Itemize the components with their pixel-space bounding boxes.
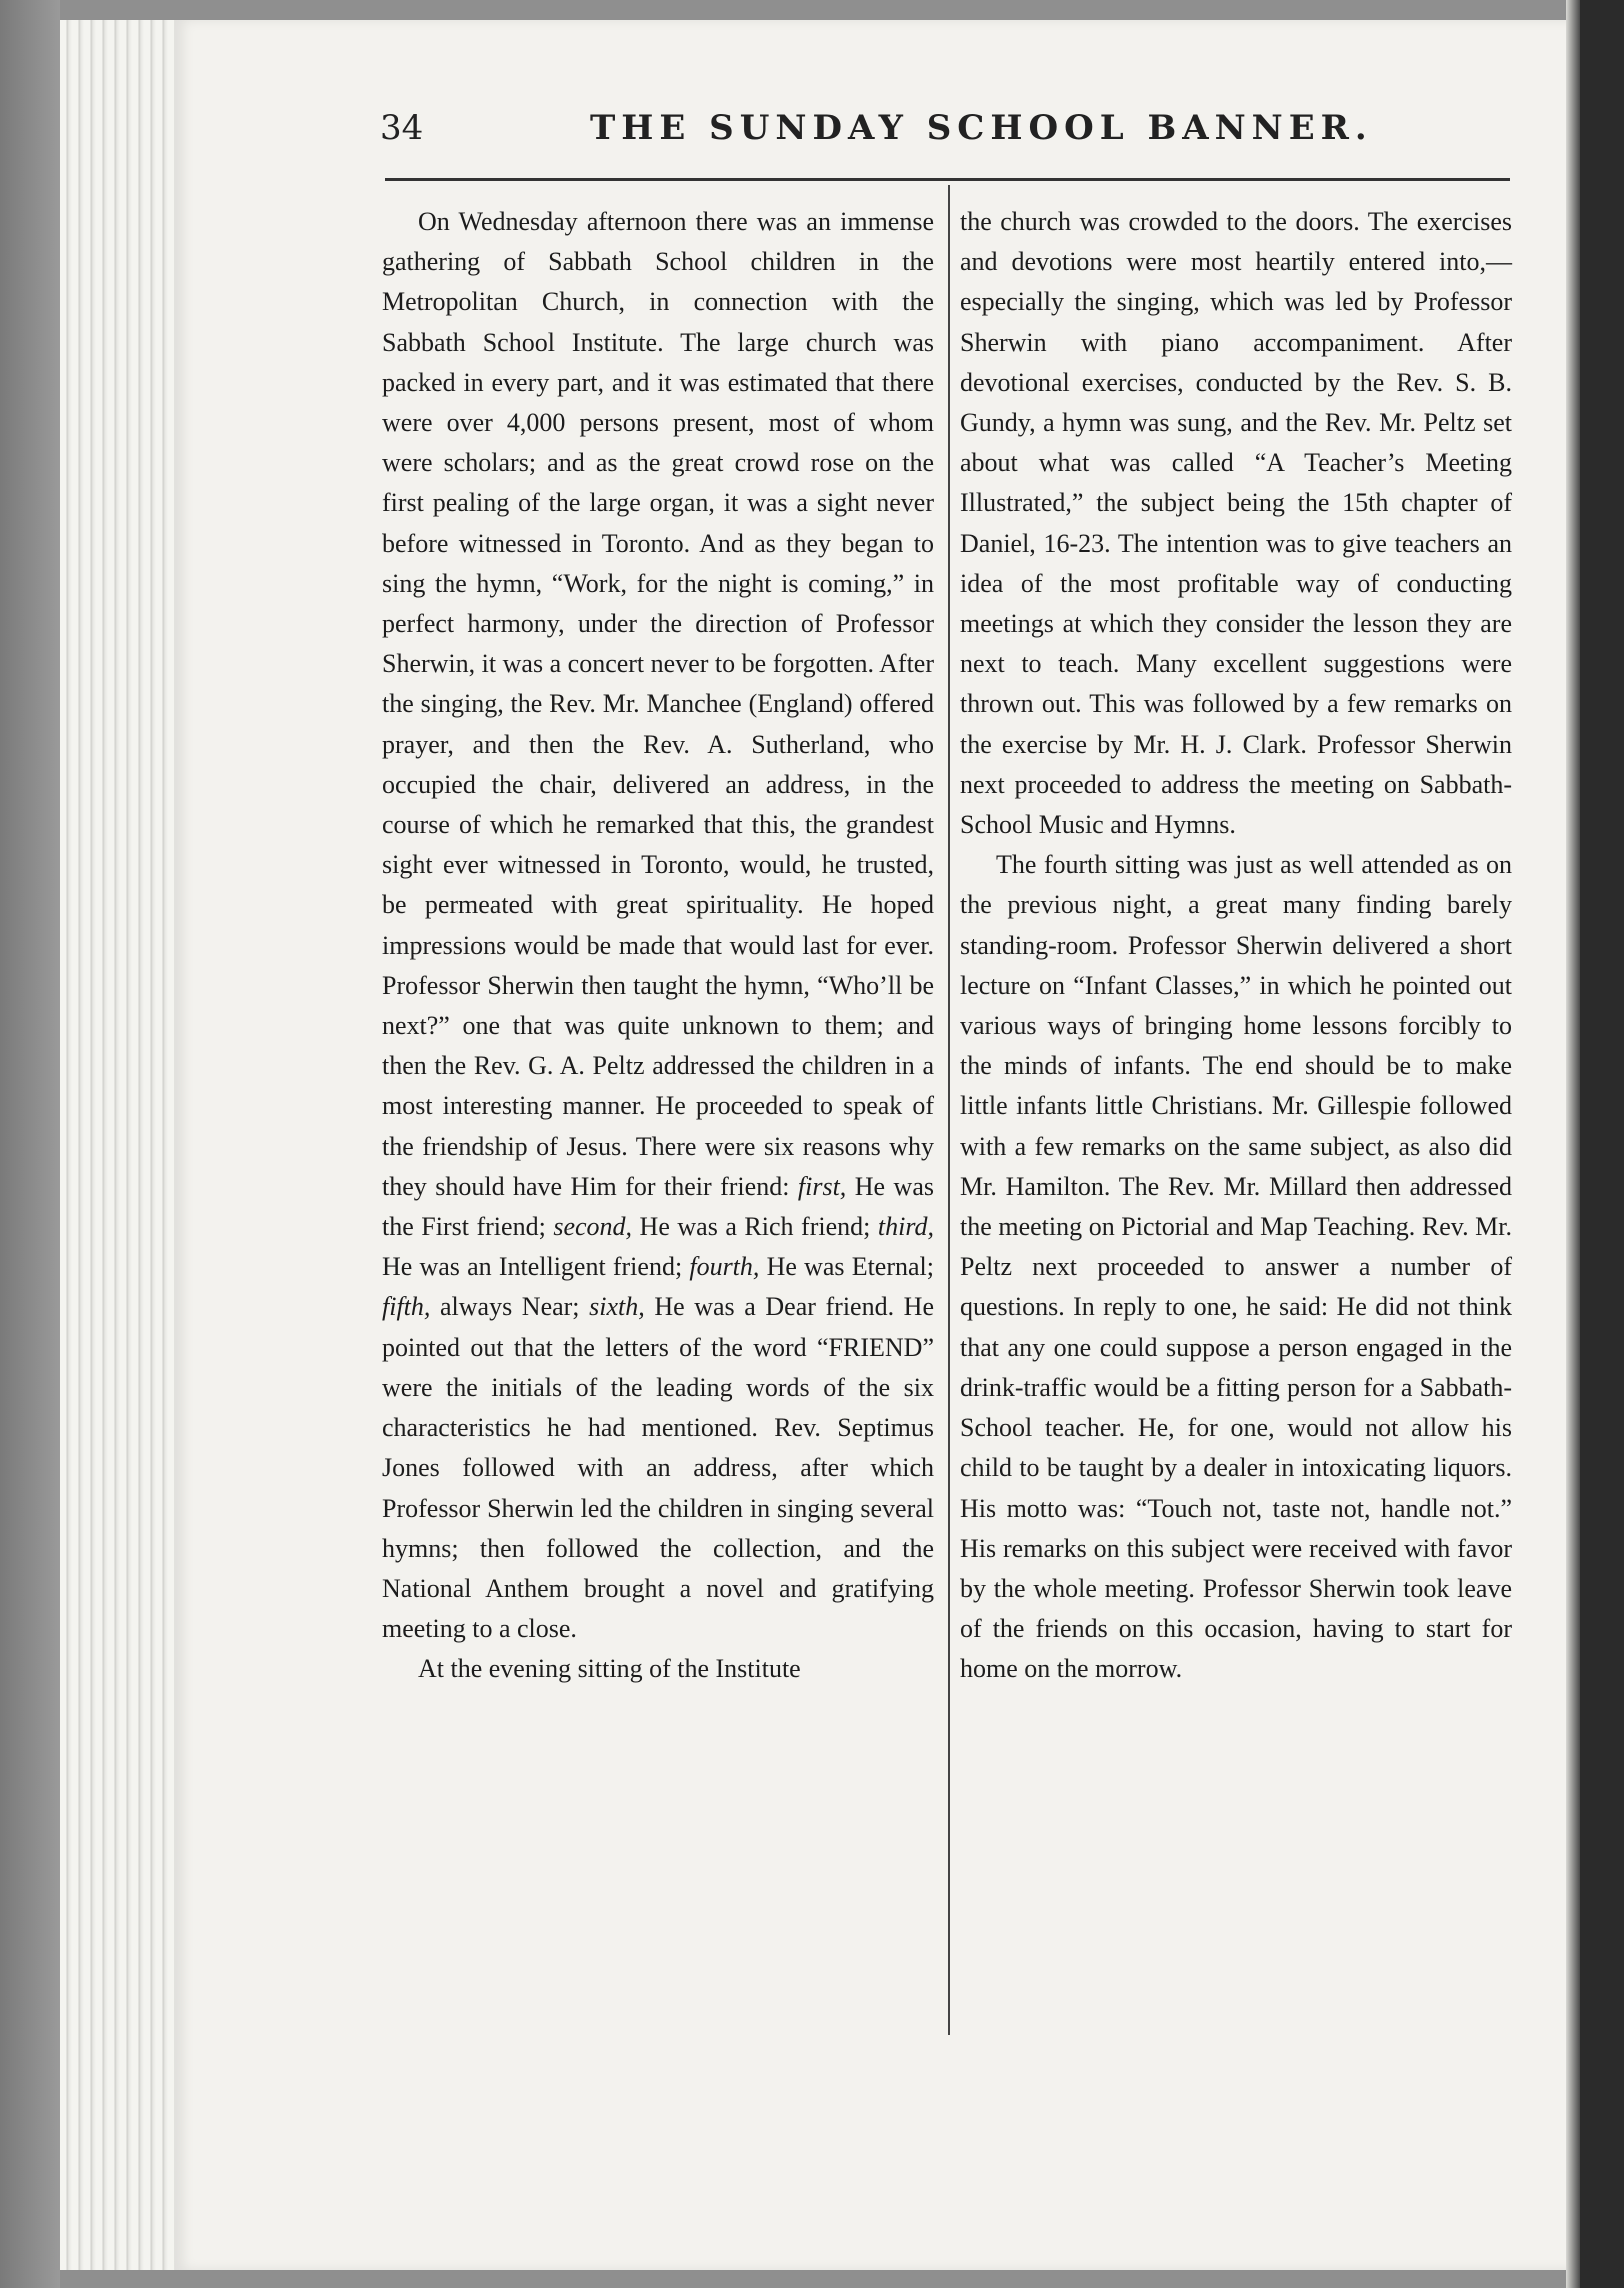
page-gutter-shadow	[1566, 0, 1580, 2288]
text-run: He was a Rich friend;	[632, 1212, 878, 1242]
emphasis: second,	[553, 1212, 633, 1242]
scan-edge-left	[0, 0, 60, 2288]
running-header	[380, 108, 1500, 158]
running-title: THE SUNDAY SCHOOL BANNER.	[590, 108, 1373, 148]
text-run: On Wednesday afternoon there was an immense gathering of Sabbath School children in the Metropolitan Church, in connection with the Sabbath School Institute. The large church was packed in every part, and it was estimated that there were over 4,000 persons present, most of whom were scholars; and as the great crowd rose on the first pealing of the large organ, it was a sight never before witnessed in Toronto. And as they began to sing the hymn, “Work, for the night is coming,” in perfect harmony, under the direction of Professor Sherwin, it was a concert never to be forgotten. After the singing, the Rev. Mr. Manchee (England) offered prayer, and then the Rev. A. Sutherland, who occupied the chair, delivered an address, in the course of which he remarked that this, the grandest sight ever witnessed in Toronto, would, he trusted, be permeated with great spirituality. He hoped impressions would be made that would last for ever. Professor Sherwin then taught the hymn, “Who’ll be next?” one that was quite unknown to them; and then the Rev. G. A. Peltz addressed the children in a most interesting manner. He proceeded to speak of the friendship of Jesus. There were six reasons why they should have Him for their friend:	[382, 207, 934, 1201]
emphasis: first,	[797, 1171, 847, 1201]
emphasis: fifth,	[382, 1292, 431, 1322]
paragraph: the church was crowded to the doors. The exercises and devotions were most heartily entered into,—especially the singing, which was led by Professor Sherwin with piano accompaniment. After devotional exercises, conducted by the Rev. S. B. Gundy, a hymn was sung, and the Rev. Mr. Peltz set about what was called “A Teacher’s Meeting Illustrated,” the subject being the 15th chapter of Daniel, 16-23. The intention was to give teachers an idea of the most profitable way of conducting meetings at which they consider the lesson they are next to teach. Many excellent suggestions were thrown out. This was followed by a few remarks on the exercise by Mr. H. J. Clark. Professor Sherwin next proceeded to address the meeting on Sabbath-School Music and Hymns.	[960, 207, 1512, 840]
text-run: He was an Intelligent friend;	[382, 1252, 690, 1282]
text-run: He was the First friend;	[382, 1171, 934, 1242]
text-run: He was a Dear friend. He pointed out that the letters of the word “FRIEND” were the initials of the leading words of the six characteristics he had mentioned. Rev. Septimus Jones followed with an address, after which Professor Sherwin led the children in singing several hymns; then followed the collection, and the National Anthem brought a novel and gratifying meeting to a close.	[382, 1292, 934, 1644]
paragraph: At the evening sitting of the Institute	[418, 1654, 801, 1684]
right-column	[960, 202, 1512, 1690]
header-rule	[385, 178, 1510, 181]
emphasis: third,	[877, 1212, 934, 1242]
column-divider	[948, 185, 950, 2035]
scan-edge-right	[1580, 0, 1624, 2288]
paragraph: The fourth sitting was just as well attended as on the previous night, a great many finding barely standing-room. Professor Sherwin delivered a short lecture on “Infant Classes,” in which he pointed out various ways of bringing home lessons forcibly to the minds of infants. The end should be to make little infants little Christians. Mr. Gillespie followed with a few remarks on the same subject, as also did Mr. Hamilton. The Rev. Mr. Millard then addressed the meeting on Pictorial and Map Teaching. Rev. Mr. Peltz next proceeded to answer a number of questions. In reply to one, he said: He did not think that any one could suppose a person engaged in the drink-traffic would be a fitting person for a Sabbath-School teacher. He, for one, would not allow his child to be taught by a dealer in intoxicating liquors. His motto was: “Touch not, taste not, handle not.” His remarks on this subject were received with favor by the whole meeting. Professor Sherwin took leave of the friends on this occasion, having to start for home on the morrow.	[960, 850, 1512, 1684]
emphasis: fourth,	[689, 1252, 760, 1282]
emphasis: sixth,	[589, 1292, 645, 1322]
text-run: He was Eternal;	[759, 1252, 934, 1282]
paragraph	[382, 202, 934, 1649]
text-run: always Near;	[430, 1292, 590, 1322]
left-column	[382, 202, 934, 1690]
page-number: 34	[380, 108, 424, 148]
